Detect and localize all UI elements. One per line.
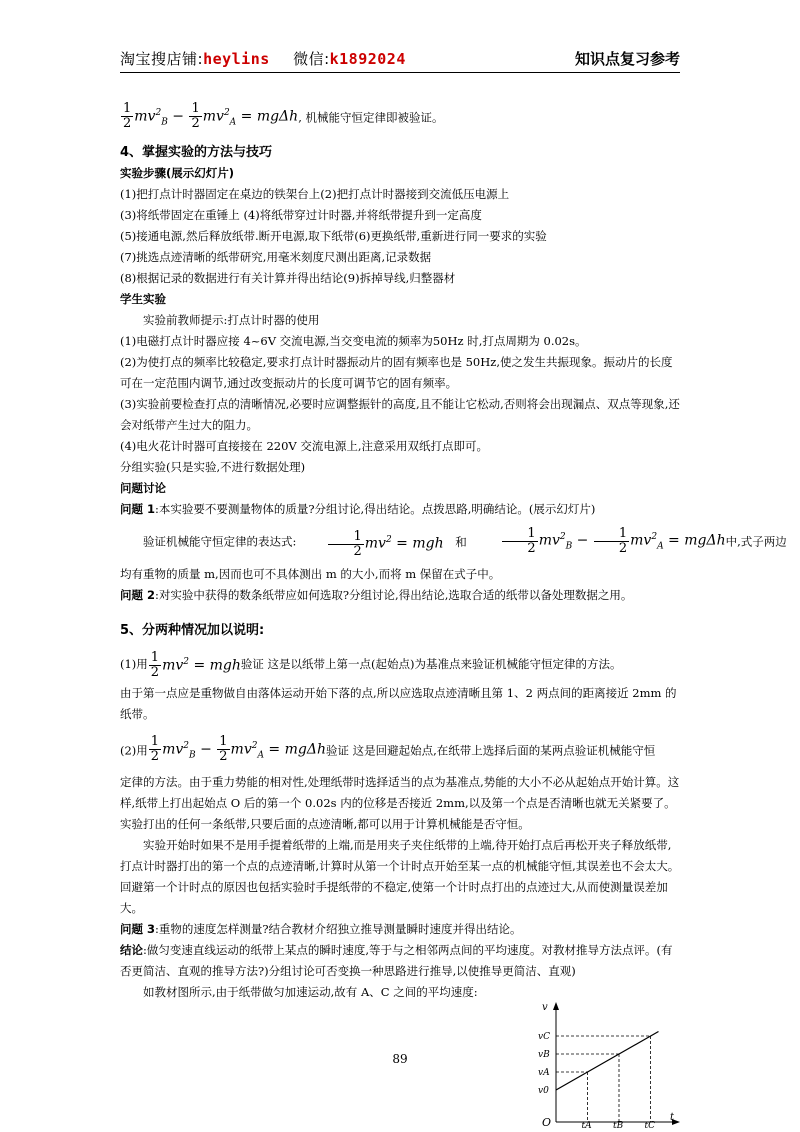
origin-label: O bbox=[542, 1116, 552, 1128]
formula-mgh: $\frac{1}{2}$ $mv^2$ = mgh bbox=[300, 523, 444, 561]
case2-prefix: (2)用 bbox=[120, 743, 148, 758]
case2-body: 定律的方法。由于重力势能的相对性,处理纸带时选择适当的点为基准点,势能的大小不必从起始点开始计算。这样,纸带上打出起始点 O 后的第一个 0.02s 内的位移是否接近 2mm,以及第一个点是否清晰也就无关紧要了。实验打出的任何一条纸带,只要后面的点迹清晰,都可以用于计算机械能是否守恒。 bbox=[120, 775, 680, 832]
hint-line: (3)实验前要检查打点的清晰情况,必要时应调整振针的高度,且不能让它松动,否则将会出现漏点、双点等现象,还会对纸带产生过大的阻力。 bbox=[120, 397, 680, 433]
last-line: 如教材图所示,由于纸带做匀加速运动,故有 A、C 之间的平均速度: bbox=[143, 985, 478, 1000]
teacher-hint: 实验前教师提示:打点计时器的使用 bbox=[143, 313, 320, 328]
group-exp: 分组实验(只是实验,不进行数据处理) bbox=[120, 460, 306, 475]
y-tick-label: v0 bbox=[538, 1086, 549, 1096]
verify-and: 和 bbox=[455, 535, 467, 550]
q3-text: :重物的速度怎样测量?结合教材介绍独立推导测量瞬时速度并得出结论。 bbox=[155, 922, 522, 937]
step-line: (7)挑选点迹清晰的纸带研究,用毫米刻度尺测出距离,记录数据 bbox=[120, 250, 432, 265]
question-2 bbox=[120, 585, 682, 606]
hint-line: (1)电磁打点计时器应接 4~6V 交流电源,当交变电流的频率为50Hz 时,打点周期为 0.02s。 bbox=[120, 334, 587, 349]
verify-tail: 中,式子两边 bbox=[725, 535, 787, 550]
step-line: (5)接通电源,然后释放纸带.断开电源,取下纸带(6)更换纸带,重新进行同一要求的实验 bbox=[120, 229, 547, 244]
case1-line bbox=[120, 645, 682, 683]
conservation-formula: $\frac{1}{2}$ $mv^2_B$ − $\frac{1}{2}$ $mv^2_A = mg\Delta h$ bbox=[123, 101, 299, 132]
verify-label: 验证机械能守恒定律的表达式: bbox=[143, 535, 297, 550]
step-line: (1)把打点计时器固定在桌边的铁架台上(2)把打点计时器接到交流低压电源上 bbox=[120, 187, 510, 202]
wechat-label: 微信: bbox=[293, 50, 330, 68]
x-tick-label: tB bbox=[613, 1121, 624, 1128]
main-content bbox=[120, 96, 787, 1003]
intro-tail: , 机械能守恒定律即被验证。 bbox=[298, 110, 444, 125]
formula-delta-h: $\frac{1}{2}$ $mv^2_B$ − $\frac{1}{2}$ $mv^2_A = mg\Delta h$ bbox=[478, 520, 725, 563]
conservation-formula-line bbox=[120, 96, 682, 139]
q3-label: 问题 3 bbox=[120, 922, 156, 937]
verify-expression-line bbox=[120, 520, 787, 563]
case2-line bbox=[120, 729, 682, 772]
question-1 bbox=[120, 499, 682, 520]
shop-name: heylins bbox=[203, 50, 270, 68]
q2-label: 问题 2 bbox=[120, 587, 156, 602]
para-clip-release: 实验开始时如果不是用手提着纸带的上端,而是用夹子夹住纸带的上端,待开始打点后再松开夹子释放纸带,打点计时器打出的第一个点的点迹清晰,计算时从第一个计时点开始至某一点的机械能守恒,其误差也不会太大。回避第一个计时点的原因也包括实验时手提纸带的不稳定,使第一个计时点打出的点迹过大,从而使测量误差加大。 bbox=[120, 838, 680, 916]
section4-title: 4、掌握实验的方法与技巧 bbox=[120, 145, 273, 161]
x-axis-label: t bbox=[670, 1112, 675, 1123]
verify-line2: 均有重物的质量 m,因而也可不具体测出 m 的大小,而将 m 保留在式子中。 bbox=[120, 566, 501, 581]
y-axis-label: v bbox=[542, 1002, 548, 1013]
shop-label: 淘宝搜店铺: bbox=[120, 50, 204, 68]
wechat-id: k1892024 bbox=[329, 50, 406, 68]
x-tick-label: tC bbox=[644, 1121, 656, 1128]
step-line: (3)将纸带固定在重锤上 (4)将纸带穿过计时器,并将纸带提升到一定高度 bbox=[120, 208, 482, 223]
case1-formula: $\frac{1}{2}$ $mv^2$ = mgh bbox=[150, 650, 241, 681]
step-line: (8)根据记录的数据进行有关计算并得出结论(9)拆掉导线,归整器材 bbox=[120, 271, 456, 286]
discussion-title: 问题讨论 bbox=[120, 481, 166, 496]
question-3 bbox=[120, 919, 682, 940]
q1-label: 问题 1 bbox=[120, 502, 156, 517]
header-shop-info bbox=[120, 48, 406, 69]
y-tick-label: vB bbox=[538, 1050, 550, 1060]
y-tick-label: vC bbox=[538, 1032, 550, 1042]
student-exp-title: 学生实验 bbox=[120, 292, 166, 307]
hint-line: (4)电火花计时器可直接接在 220V 交流电源上,注意采用双纸打点即可。 bbox=[120, 439, 489, 454]
x-tick-label: tA bbox=[581, 1121, 592, 1128]
case1-prefix: (1)用 bbox=[120, 656, 148, 671]
conclusion-label: 结论 bbox=[120, 943, 143, 958]
y-axis-arrow bbox=[553, 1002, 559, 1010]
case1-suffix: 验证 这是以纸带上第一点(起始点)为基准点来验证机械能守恒定律的方法。 bbox=[240, 656, 622, 671]
section5-title: 5、分两种情况加以说明: bbox=[120, 622, 265, 638]
case2-suffix: 验证 这是回避起始点,在纸带上选择后面的某两点验证机械能守恒 bbox=[325, 743, 656, 758]
page-header bbox=[120, 44, 680, 73]
y-tick-label: vA bbox=[538, 1068, 550, 1078]
steps-title: 实验步骤(展示幻灯片) bbox=[120, 166, 235, 181]
header-title: 知识点复习参考 bbox=[574, 50, 680, 68]
q2-text: :对实验中获得的数条纸带应如何选取?分组讨论,得出结论,选取合适的纸带以备处理数据之用。 bbox=[155, 587, 633, 602]
case2-formula: $\frac{1}{2}$ $mv^2_B$ − $\frac{1}{2}$ $mv^2_A = mg\Delta h$ bbox=[150, 733, 326, 764]
conclusion-text: :做匀变速直线运动的纸带上某点的瞬时速度,等于与之相邻两点间的平均速度。对教材推导方法点评。(有否更简洁、直观的推导方法?)分组讨论可否变换一种思路进行推导,以使推导更简洁、直观) bbox=[120, 943, 673, 979]
page-number: 89 bbox=[392, 1052, 408, 1066]
hint-line: (2)为使打点的频率比较稳定,要求打点计时器振动片的固有频率也是 50Hz,使之发生共振现象。振动片的长度可在一定范围内调节,通过改变振动片的长度可调节它的固有频率。 bbox=[120, 355, 673, 391]
conclusion bbox=[120, 940, 682, 982]
q1-text: :本实验要不要测量物体的质量?分组讨论,得出结论。点拨思路,明确结论。(展示幻灯片) bbox=[155, 502, 596, 517]
case1-body: 由于第一点应是重物做自由落体运动开始下落的点,所以应选取点迹清晰且第 1、2 两点间的距离接近 2mm 的纸带。 bbox=[120, 685, 677, 721]
